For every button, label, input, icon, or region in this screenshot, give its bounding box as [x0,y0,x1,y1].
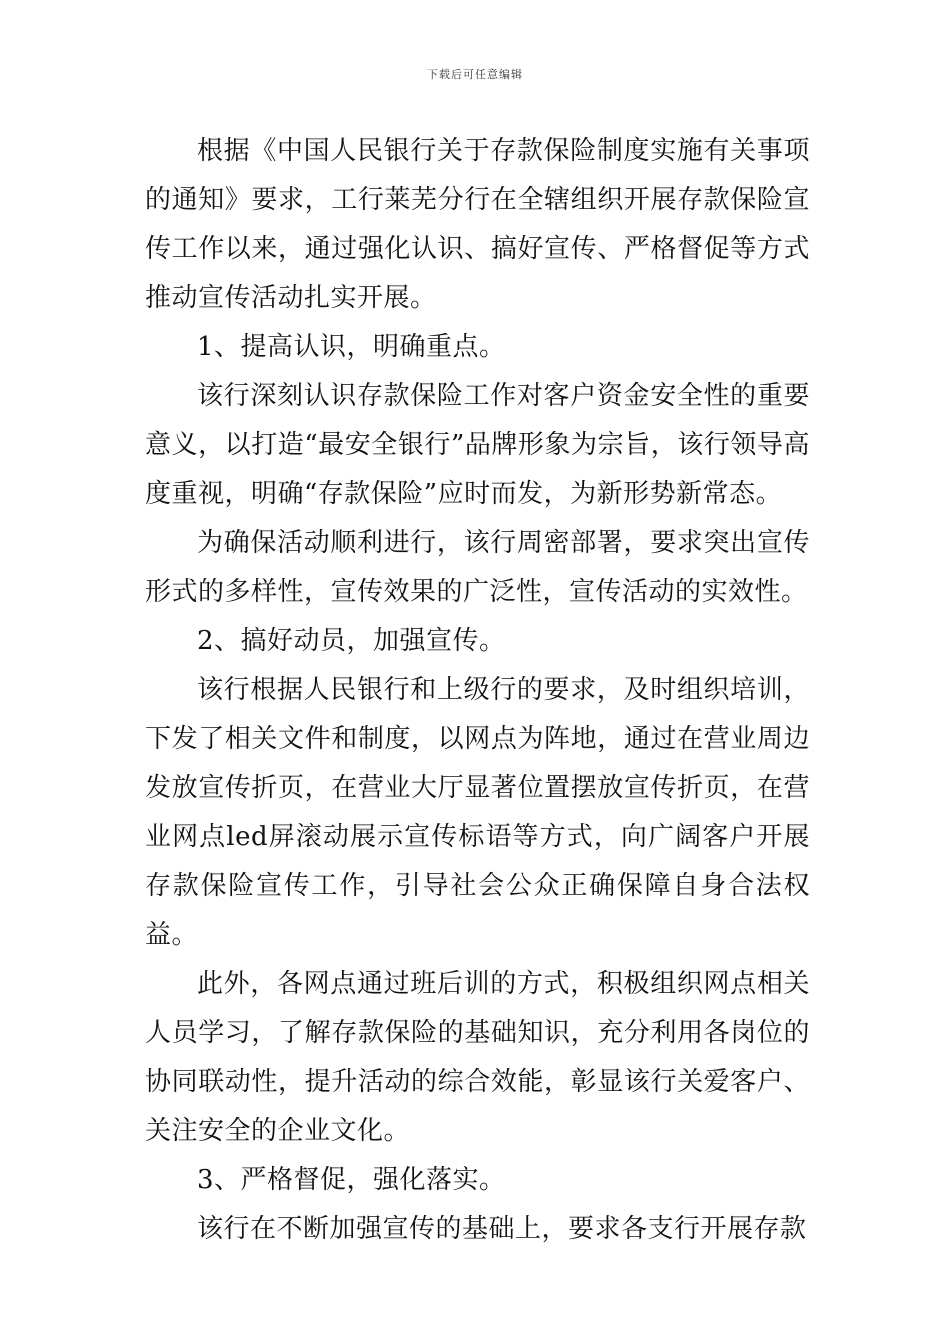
paragraph-section-2-b: 此外，各网点通过班后训的方式，积极组织网点相关人员学习，了解存款保险的基础知识，充分利用各岗位的协同联动性，提升活动的综合效能，彰显该行关爱客户、关注安全的企业文化。 [145,969,810,1146]
heading-section-3: 3、严格督促，强化落实。 [197,1165,506,1195]
document-body [145,127,810,1254]
paragraph-section-3-a: 该行在不断加强宣传的基础上，要求各支行开展存款 [197,1214,807,1244]
header-note: 下载后可任意编辑 [427,68,523,81]
paragraph-section-2-a: 该行根据人民银行和上级行的要求，及时组织培训，下发了相关文件和制度，以网点为阵地，通过在营业周边发放宣传折页，在营业大厅显著位置摆放宣传折页，在营业网点led屏滚动展示宣传标语等方式，向广阔客户开展存款保险宣传工作，引导社会公众正确保障自身合法权益。 [145,675,810,950]
heading-section-2: 2、搞好动员，加强宣传。 [197,626,506,656]
paragraph-section-1-a: 该行深刻认识存款保险工作对客户资金安全性的重要意义，以打造“最安全银行”品牌形象为宗旨，该行领导高度重视，明确“存款保险”应时而发，为新形势新常态。 [145,381,810,509]
paragraph-section-1-b: 为确保活动顺利进行，该行周密部署，要求突出宣传形式的多样性，宣传效果的广泛性，宣传活动的实效性。 [145,528,810,607]
paragraph-intro: 根据《中国人民银行关于存款保险制度实施有关事项的通知》要求，工行莱芜分行在全辖组织开展存款保险宣传工作以来，通过强化认识、搞好宣传、严格督促等方式推动宣传活动扎实开展。 [145,136,810,313]
heading-section-1: 1、提高认识，明确重点。 [197,332,506,362]
